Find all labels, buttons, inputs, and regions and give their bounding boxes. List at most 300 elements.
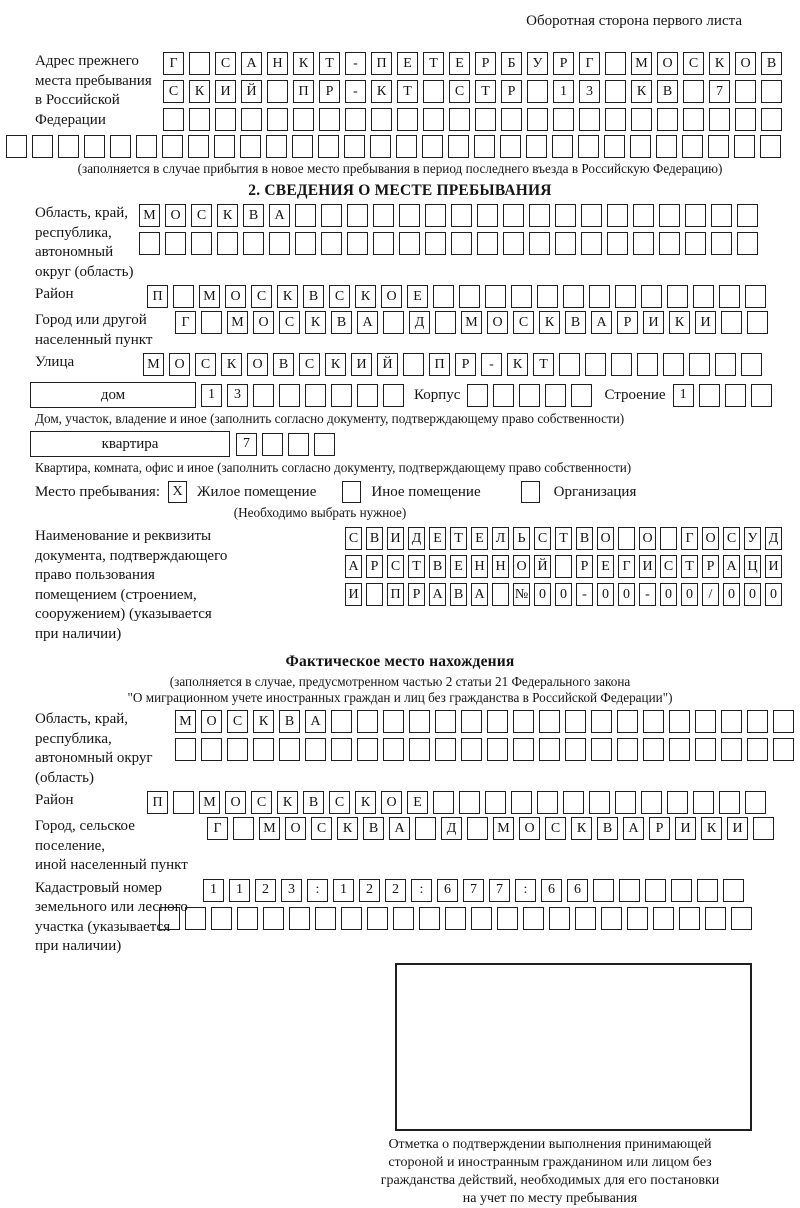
char-box: Ь <box>513 527 530 550</box>
char-box <box>435 710 456 733</box>
char-box: А <box>591 311 612 334</box>
char-box: В <box>303 791 324 814</box>
char-box: Т <box>681 555 698 578</box>
char-box: В <box>331 311 352 334</box>
cell-row <box>147 791 766 814</box>
cell-row <box>175 311 768 334</box>
char-box <box>513 738 534 761</box>
document-block <box>35 527 800 644</box>
char-box: И <box>727 817 748 840</box>
prev-address-note: (заполняется в случае прибытия в новое место пребывания в период последнего въезда в Российскую Федерацию) <box>77 161 723 176</box>
char-box: А <box>241 52 262 75</box>
region-block <box>35 204 800 282</box>
char-box <box>501 108 522 131</box>
char-box <box>605 108 626 131</box>
char-box: К <box>355 285 376 308</box>
char-box: Д <box>409 311 430 334</box>
label-line: Федерации <box>35 111 106 128</box>
char-box <box>393 907 414 930</box>
char-box <box>459 791 480 814</box>
house-row <box>30 382 800 408</box>
char-box <box>84 135 105 158</box>
char-box: В <box>657 80 678 103</box>
char-box <box>565 738 586 761</box>
region-rows <box>139 204 758 255</box>
char-box: М <box>461 311 482 334</box>
char-box <box>683 108 704 131</box>
char-box: К <box>631 80 652 103</box>
label-line: иной населенный пункт <box>35 857 188 873</box>
char-box: Е <box>429 527 446 550</box>
char-box <box>741 353 762 376</box>
char-box: - <box>345 52 366 75</box>
char-box <box>601 907 622 930</box>
char-box: Е <box>597 555 614 578</box>
char-box: Т <box>408 555 425 578</box>
char-box: Т <box>555 527 572 550</box>
char-box: И <box>643 311 664 334</box>
char-box <box>373 232 394 255</box>
char-box: П <box>371 52 392 75</box>
actual-location-note-2: "О миграционном учете иностранных граждан и лиц без гражданства в Российской Федерации") <box>127 690 673 705</box>
char-box: О <box>702 527 719 550</box>
prev-address-label <box>35 52 163 130</box>
char-box: 0 <box>555 583 572 606</box>
char-box: О <box>657 52 678 75</box>
char-box <box>761 80 782 103</box>
actual-city-row <box>35 817 800 876</box>
char-box <box>189 108 210 131</box>
char-box: И <box>387 527 404 550</box>
char-box: С <box>387 555 404 578</box>
char-box <box>305 738 326 761</box>
char-box <box>399 204 420 227</box>
char-box: С <box>299 353 320 376</box>
char-box <box>555 204 576 227</box>
label-line: документа, подтверждающего <box>35 547 228 564</box>
char-box <box>409 710 430 733</box>
char-box: К <box>355 791 376 814</box>
stay-type-label: Место пребывания: <box>35 483 160 500</box>
char-box <box>253 738 274 761</box>
actual-region-rows <box>175 710 794 761</box>
label-line: Наименование и реквизиты <box>35 528 212 544</box>
char-box <box>419 907 440 930</box>
label-line: автономный округ <box>35 750 153 766</box>
char-box: О <box>169 353 190 376</box>
char-box <box>497 907 518 930</box>
char-box: В <box>303 285 324 308</box>
char-box: 0 <box>534 583 551 606</box>
char-box <box>435 311 456 334</box>
char-box <box>383 311 404 334</box>
label-line: при наличии) <box>35 938 122 954</box>
char-box <box>373 204 394 227</box>
char-box: В <box>761 52 782 75</box>
char-box <box>215 108 236 131</box>
document-label <box>35 527 303 644</box>
char-box: С <box>329 285 350 308</box>
char-box: Г <box>175 311 196 334</box>
char-box: В <box>597 817 618 840</box>
char-box: 3 <box>227 384 248 407</box>
char-box <box>185 907 206 930</box>
char-box <box>357 710 378 733</box>
char-box: И <box>215 80 236 103</box>
char-box: Р <box>576 555 593 578</box>
char-box: № <box>513 583 530 606</box>
char-box <box>423 80 444 103</box>
char-box: : <box>515 879 536 902</box>
char-box: : <box>411 879 432 902</box>
actual-region-label <box>35 710 175 788</box>
char-box: О <box>381 791 402 814</box>
char-box <box>288 433 309 456</box>
char-box <box>345 108 366 131</box>
char-box <box>653 907 674 930</box>
char-box <box>477 204 498 227</box>
char-box: Р <box>617 311 638 334</box>
char-box <box>211 907 232 930</box>
cell-row <box>139 232 758 255</box>
char-box <box>641 791 662 814</box>
char-box: / <box>702 583 719 606</box>
char-box <box>721 311 742 334</box>
stay-type-row <box>35 481 800 503</box>
char-box: С <box>215 52 236 75</box>
city-label <box>35 311 175 350</box>
char-box <box>553 108 574 131</box>
label-line: сооружением) (указывается <box>35 606 212 622</box>
prev-address-rows <box>163 52 782 131</box>
char-box <box>719 791 740 814</box>
char-box <box>604 135 625 158</box>
char-box <box>645 879 666 902</box>
char-box <box>433 791 454 814</box>
apartment-field-title: квартира <box>30 431 230 457</box>
confirmation-stamp-box <box>395 963 752 1131</box>
korpus-label: Корпус <box>414 386 461 403</box>
char-box <box>409 738 430 761</box>
char-box: 0 <box>744 583 761 606</box>
char-box <box>617 710 638 733</box>
char-box <box>659 232 680 255</box>
char-box: Г <box>207 817 228 840</box>
char-box: А <box>269 204 290 227</box>
char-box <box>715 353 736 376</box>
actual-district-row <box>35 791 800 814</box>
char-box: С <box>163 80 184 103</box>
char-box <box>367 907 388 930</box>
char-box <box>201 311 222 334</box>
char-box <box>513 710 534 733</box>
label-line: Кадастровый номер <box>35 879 162 896</box>
char-box: 6 <box>567 879 588 902</box>
char-box: Т <box>450 527 467 550</box>
char-box <box>721 738 742 761</box>
char-box: В <box>279 710 300 733</box>
label-line: (область) <box>35 769 94 786</box>
char-box <box>485 791 506 814</box>
cell-row <box>147 285 766 308</box>
char-box: 1 <box>673 384 694 407</box>
char-box: А <box>429 583 446 606</box>
char-box: И <box>345 583 362 606</box>
char-box <box>492 583 509 606</box>
char-box: П <box>147 791 168 814</box>
char-box <box>347 232 368 255</box>
char-box <box>699 384 720 407</box>
char-box <box>589 791 610 814</box>
char-box <box>539 738 560 761</box>
char-box <box>459 285 480 308</box>
prev-address-block <box>35 52 800 131</box>
char-box: А <box>723 555 740 578</box>
char-box <box>383 710 404 733</box>
char-box: О <box>165 204 186 227</box>
char-box: К <box>539 311 560 334</box>
cell-row <box>207 817 774 840</box>
char-box <box>173 791 194 814</box>
char-box <box>581 232 602 255</box>
char-box <box>537 791 558 814</box>
char-box <box>435 738 456 761</box>
char-box <box>565 710 586 733</box>
char-box: Д <box>765 527 782 550</box>
checkbox-residential[interactable]: X <box>168 481 187 503</box>
char-box <box>357 384 378 407</box>
char-box: О <box>201 710 222 733</box>
char-box <box>593 879 614 902</box>
char-box: Т <box>533 353 554 376</box>
char-box <box>262 433 283 456</box>
char-box: П <box>147 285 168 308</box>
char-box <box>341 907 362 930</box>
char-box: В <box>450 583 467 606</box>
char-box: Г <box>163 52 184 75</box>
char-box: 0 <box>723 583 740 606</box>
char-box: М <box>139 204 160 227</box>
char-box: Р <box>553 52 574 75</box>
char-box <box>331 710 352 733</box>
label-line: республика, <box>35 224 112 241</box>
char-box <box>773 738 794 761</box>
apartment-note: Квартира, комната, офис и иное (заполнить согласно документу, подтверждающему право собственности) <box>35 460 632 475</box>
char-box <box>711 204 732 227</box>
char-box <box>471 907 492 930</box>
region-label <box>35 204 139 282</box>
char-box: Т <box>475 80 496 103</box>
label-line: в Российской <box>35 92 120 108</box>
char-box <box>474 135 495 158</box>
char-box: 0 <box>660 583 677 606</box>
label-line: Область, край, <box>35 711 129 727</box>
char-box: Р <box>475 52 496 75</box>
char-box <box>371 108 392 131</box>
char-box: С <box>191 204 212 227</box>
char-box <box>618 527 635 550</box>
char-box <box>579 108 600 131</box>
char-box: К <box>305 311 326 334</box>
cell-row <box>201 384 404 407</box>
char-box <box>188 135 209 158</box>
char-box: О <box>513 555 530 578</box>
stamp-caption <box>330 1136 770 1208</box>
char-box <box>227 738 248 761</box>
option-other-premises-label: Иное помещение <box>371 483 481 500</box>
char-box <box>214 135 235 158</box>
char-box: С <box>683 52 704 75</box>
char-box <box>659 204 680 227</box>
prev-address-full-row <box>6 135 800 158</box>
cadastre-block <box>35 879 800 957</box>
char-box <box>383 738 404 761</box>
char-box <box>449 108 470 131</box>
label-line: округ (область) <box>35 263 134 280</box>
char-box <box>6 135 27 158</box>
char-box <box>591 738 612 761</box>
char-box: О <box>247 353 268 376</box>
char-box <box>240 135 261 158</box>
char-box <box>615 791 636 814</box>
char-box <box>571 384 592 407</box>
char-box <box>627 907 648 930</box>
char-box: Е <box>407 791 428 814</box>
char-box <box>693 285 714 308</box>
char-box <box>366 583 383 606</box>
char-box <box>527 80 548 103</box>
char-box: С <box>251 285 272 308</box>
char-box: К <box>189 80 210 103</box>
char-box <box>747 738 768 761</box>
char-box: О <box>225 791 246 814</box>
char-box <box>467 384 488 407</box>
char-box: И <box>675 817 696 840</box>
char-box: Н <box>267 52 288 75</box>
char-box: А <box>389 817 410 840</box>
char-box <box>669 710 690 733</box>
char-box <box>423 108 444 131</box>
char-box <box>581 204 602 227</box>
char-box <box>693 791 714 814</box>
char-box <box>683 80 704 103</box>
char-box <box>279 738 300 761</box>
char-box <box>357 738 378 761</box>
char-box <box>139 232 160 255</box>
char-box <box>745 285 766 308</box>
cell-row <box>139 204 758 227</box>
char-box <box>253 384 274 407</box>
char-box: С <box>227 710 248 733</box>
char-box <box>266 135 287 158</box>
label-line: право пользования <box>35 567 155 583</box>
char-box <box>433 285 454 308</box>
char-box: Й <box>377 353 398 376</box>
char-box <box>163 108 184 131</box>
char-box: С <box>251 791 272 814</box>
char-box <box>422 135 443 158</box>
label-line: населенный пункт <box>35 331 153 348</box>
char-box <box>315 907 336 930</box>
char-box <box>477 232 498 255</box>
char-box: С <box>345 527 362 550</box>
char-box: Г <box>579 52 600 75</box>
char-box <box>292 135 313 158</box>
char-box <box>175 738 196 761</box>
char-box <box>737 204 758 227</box>
char-box: М <box>175 710 196 733</box>
char-box <box>233 817 254 840</box>
char-box <box>545 384 566 407</box>
char-box: К <box>669 311 690 334</box>
char-box <box>735 80 756 103</box>
char-box: А <box>305 710 326 733</box>
char-box: М <box>631 52 652 75</box>
char-box <box>396 135 417 158</box>
actual-location-title: Фактическое место нахождения <box>285 653 515 670</box>
char-box: М <box>493 817 514 840</box>
char-box <box>511 285 532 308</box>
char-box: М <box>227 311 248 334</box>
char-box: В <box>363 817 384 840</box>
char-box <box>425 232 446 255</box>
char-box <box>761 108 782 131</box>
char-box: : <box>307 879 328 902</box>
cell-row <box>467 384 592 407</box>
char-box <box>319 108 340 131</box>
char-box: П <box>429 353 450 376</box>
char-box: 6 <box>437 879 458 902</box>
char-box <box>451 204 472 227</box>
char-box <box>243 232 264 255</box>
char-box: 6 <box>541 879 562 902</box>
char-box <box>723 879 744 902</box>
street-label: Улица <box>35 354 75 370</box>
char-box <box>605 52 626 75</box>
char-box: - <box>481 353 502 376</box>
char-box <box>241 108 262 131</box>
char-box: М <box>259 817 280 840</box>
char-box: К <box>571 817 592 840</box>
char-box <box>731 907 752 930</box>
char-box <box>552 135 573 158</box>
char-box: О <box>285 817 306 840</box>
char-box: - <box>576 583 593 606</box>
cell-row <box>163 52 782 75</box>
char-box <box>318 135 339 158</box>
char-box <box>467 817 488 840</box>
char-box <box>607 204 628 227</box>
char-box <box>671 879 692 902</box>
char-box <box>173 285 194 308</box>
char-box: 1 <box>333 879 354 902</box>
checkbox-other-premises[interactable] <box>342 481 361 503</box>
cell-row <box>175 738 794 761</box>
stamp-caption-line: Отметка о подтверждении выполнения принимающей <box>388 1136 712 1152</box>
char-box <box>747 311 768 334</box>
checkbox-organization[interactable] <box>521 481 540 503</box>
char-box <box>527 108 548 131</box>
char-box <box>344 135 365 158</box>
char-box <box>709 108 730 131</box>
char-box <box>637 353 658 376</box>
char-box: Р <box>455 353 476 376</box>
cell-row <box>345 555 782 578</box>
district-label: Район <box>35 286 74 302</box>
char-box: Р <box>649 817 670 840</box>
char-box <box>555 555 572 578</box>
char-box <box>685 204 706 227</box>
